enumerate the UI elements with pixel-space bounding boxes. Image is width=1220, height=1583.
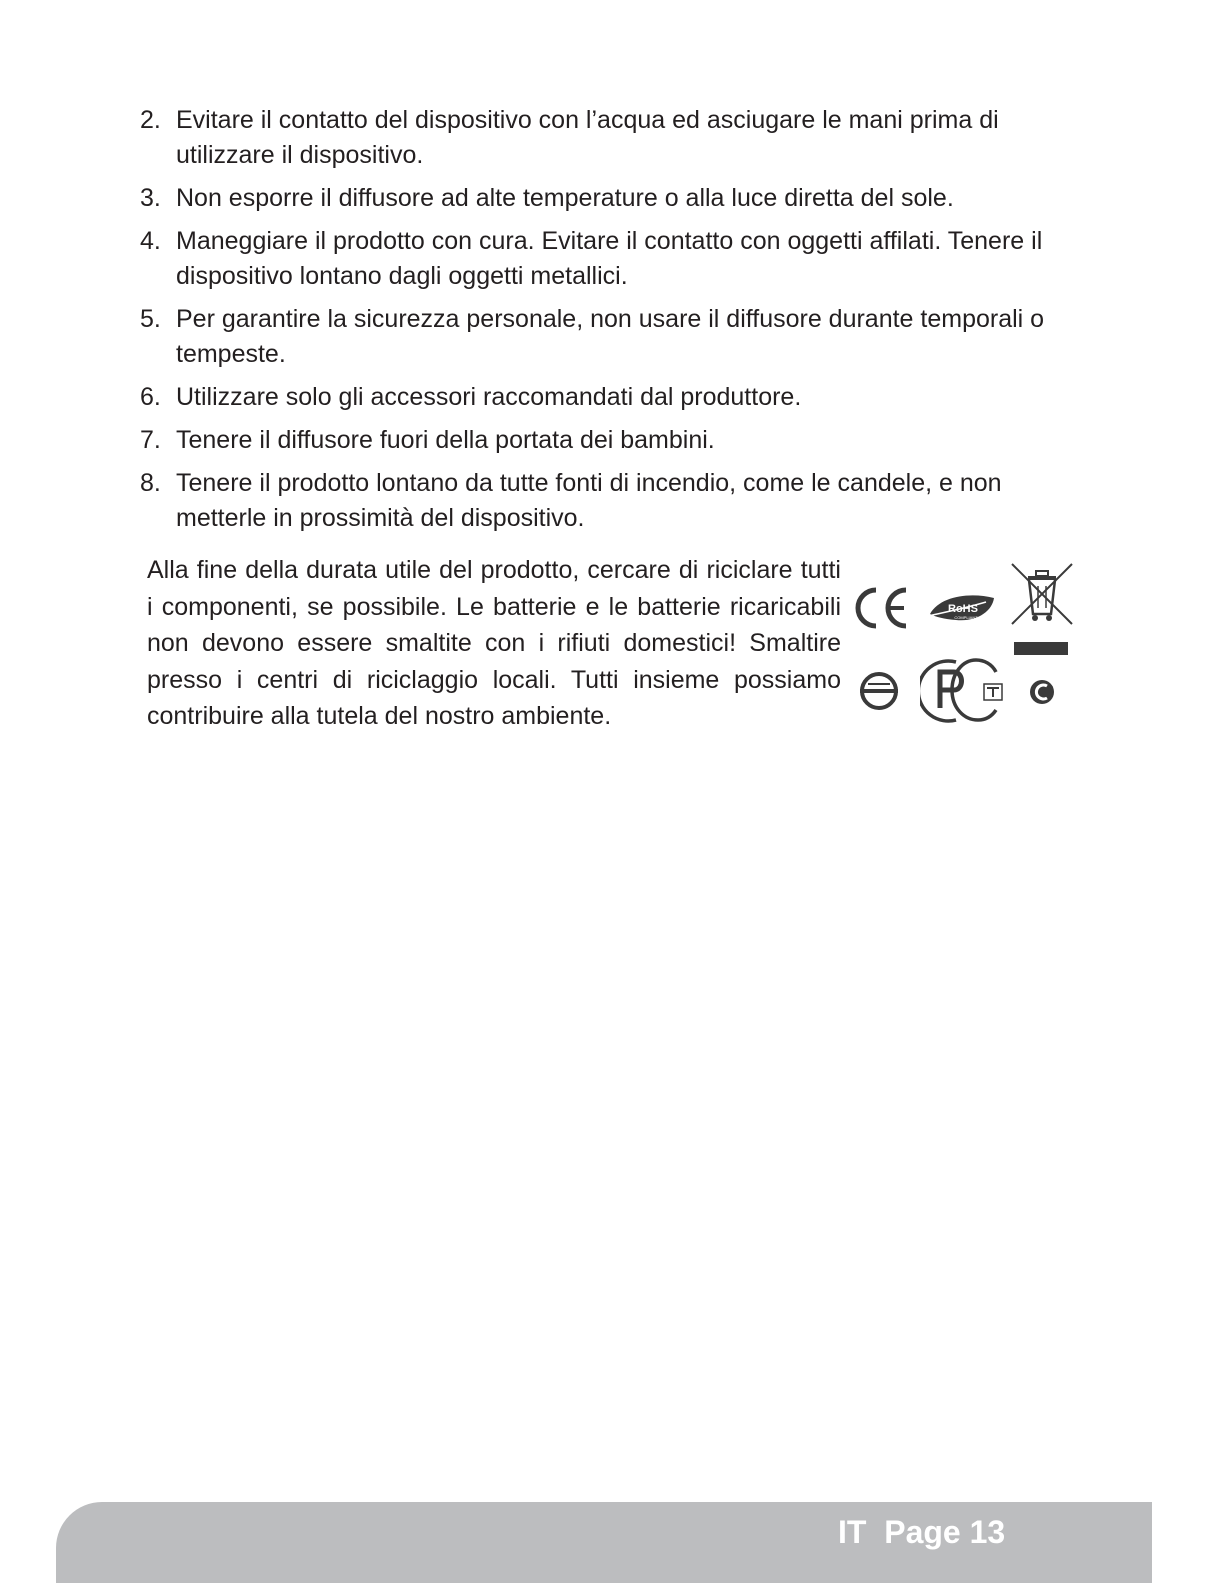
list-item [136, 380, 1066, 415]
rohs-label: RoHS [948, 603, 978, 615]
list-item [136, 302, 1066, 372]
page-footer [56, 1502, 1152, 1583]
list-item-text: Maneggiare il prodotto con cura. Evitare il contatto con oggetti affilati. Tenere il dispositivo lontano dagli oggetti metallici. [176, 227, 1043, 290]
c-tick-icon [1028, 678, 1056, 706]
eac-circle-icon [858, 670, 900, 712]
list-item-text: Non esporre il diffusore ad alte temperature o alla luce diretta del sole. [176, 184, 954, 212]
certification-logos [850, 556, 1080, 736]
list-item [136, 224, 1066, 294]
list-item-text: Evitare il contatto del dispositivo con l’acqua ed asciugare le mani prima di utilizzare il dispositivo. [176, 106, 999, 169]
weee-crossed-bin-icon [1008, 560, 1076, 658]
pct-mark-icon [920, 656, 1004, 726]
list-item-text: Utilizzare solo gli accessori raccomandati dal produttore. [176, 383, 802, 411]
list-item [136, 466, 1066, 536]
list-item-number: 5. [140, 305, 161, 333]
rohs-leaf-icon [926, 590, 998, 624]
list-item-number: 2. [140, 106, 161, 134]
list-item-number: 6. [140, 383, 161, 411]
list-item-text: Tenere il prodotto lontano da tutte fonti di incendio, come le candele, e non metterle in prossimità del dispositivo. [176, 469, 1002, 532]
list-item [136, 103, 1066, 173]
list-item-number: 3. [140, 184, 161, 212]
list-item-number: 4. [140, 227, 161, 255]
list-item-text: Per garantire la sicurezza personale, non usare il diffusore durante temporali o tempeste. [176, 305, 1045, 368]
page-number-label: IT Page 13 [838, 1514, 1006, 1550]
instructions-list [136, 103, 1066, 544]
recycling-paragraph: Alla fine della durata utile del prodotto, cercare di riciclare tutti i componenti, se possibile. Le batterie e le batterie ricaricabili non devono essere smaltite con i rifiuti domestici! Smaltire presso i centri di riciclaggio locali. Tutti insieme possiamo contribuire alla tutela del nostro ambiente. [147, 556, 841, 730]
list-item-text: Tenere il diffusore fuori della portata dei bambini. [176, 426, 715, 454]
ce-mark-icon [852, 586, 912, 630]
list-item-number: 8. [140, 469, 161, 497]
list-item [136, 181, 1066, 216]
list-item-number: 7. [140, 426, 161, 454]
rohs-sublabel: COMPLIANT [954, 615, 978, 620]
list-item [136, 423, 1066, 458]
